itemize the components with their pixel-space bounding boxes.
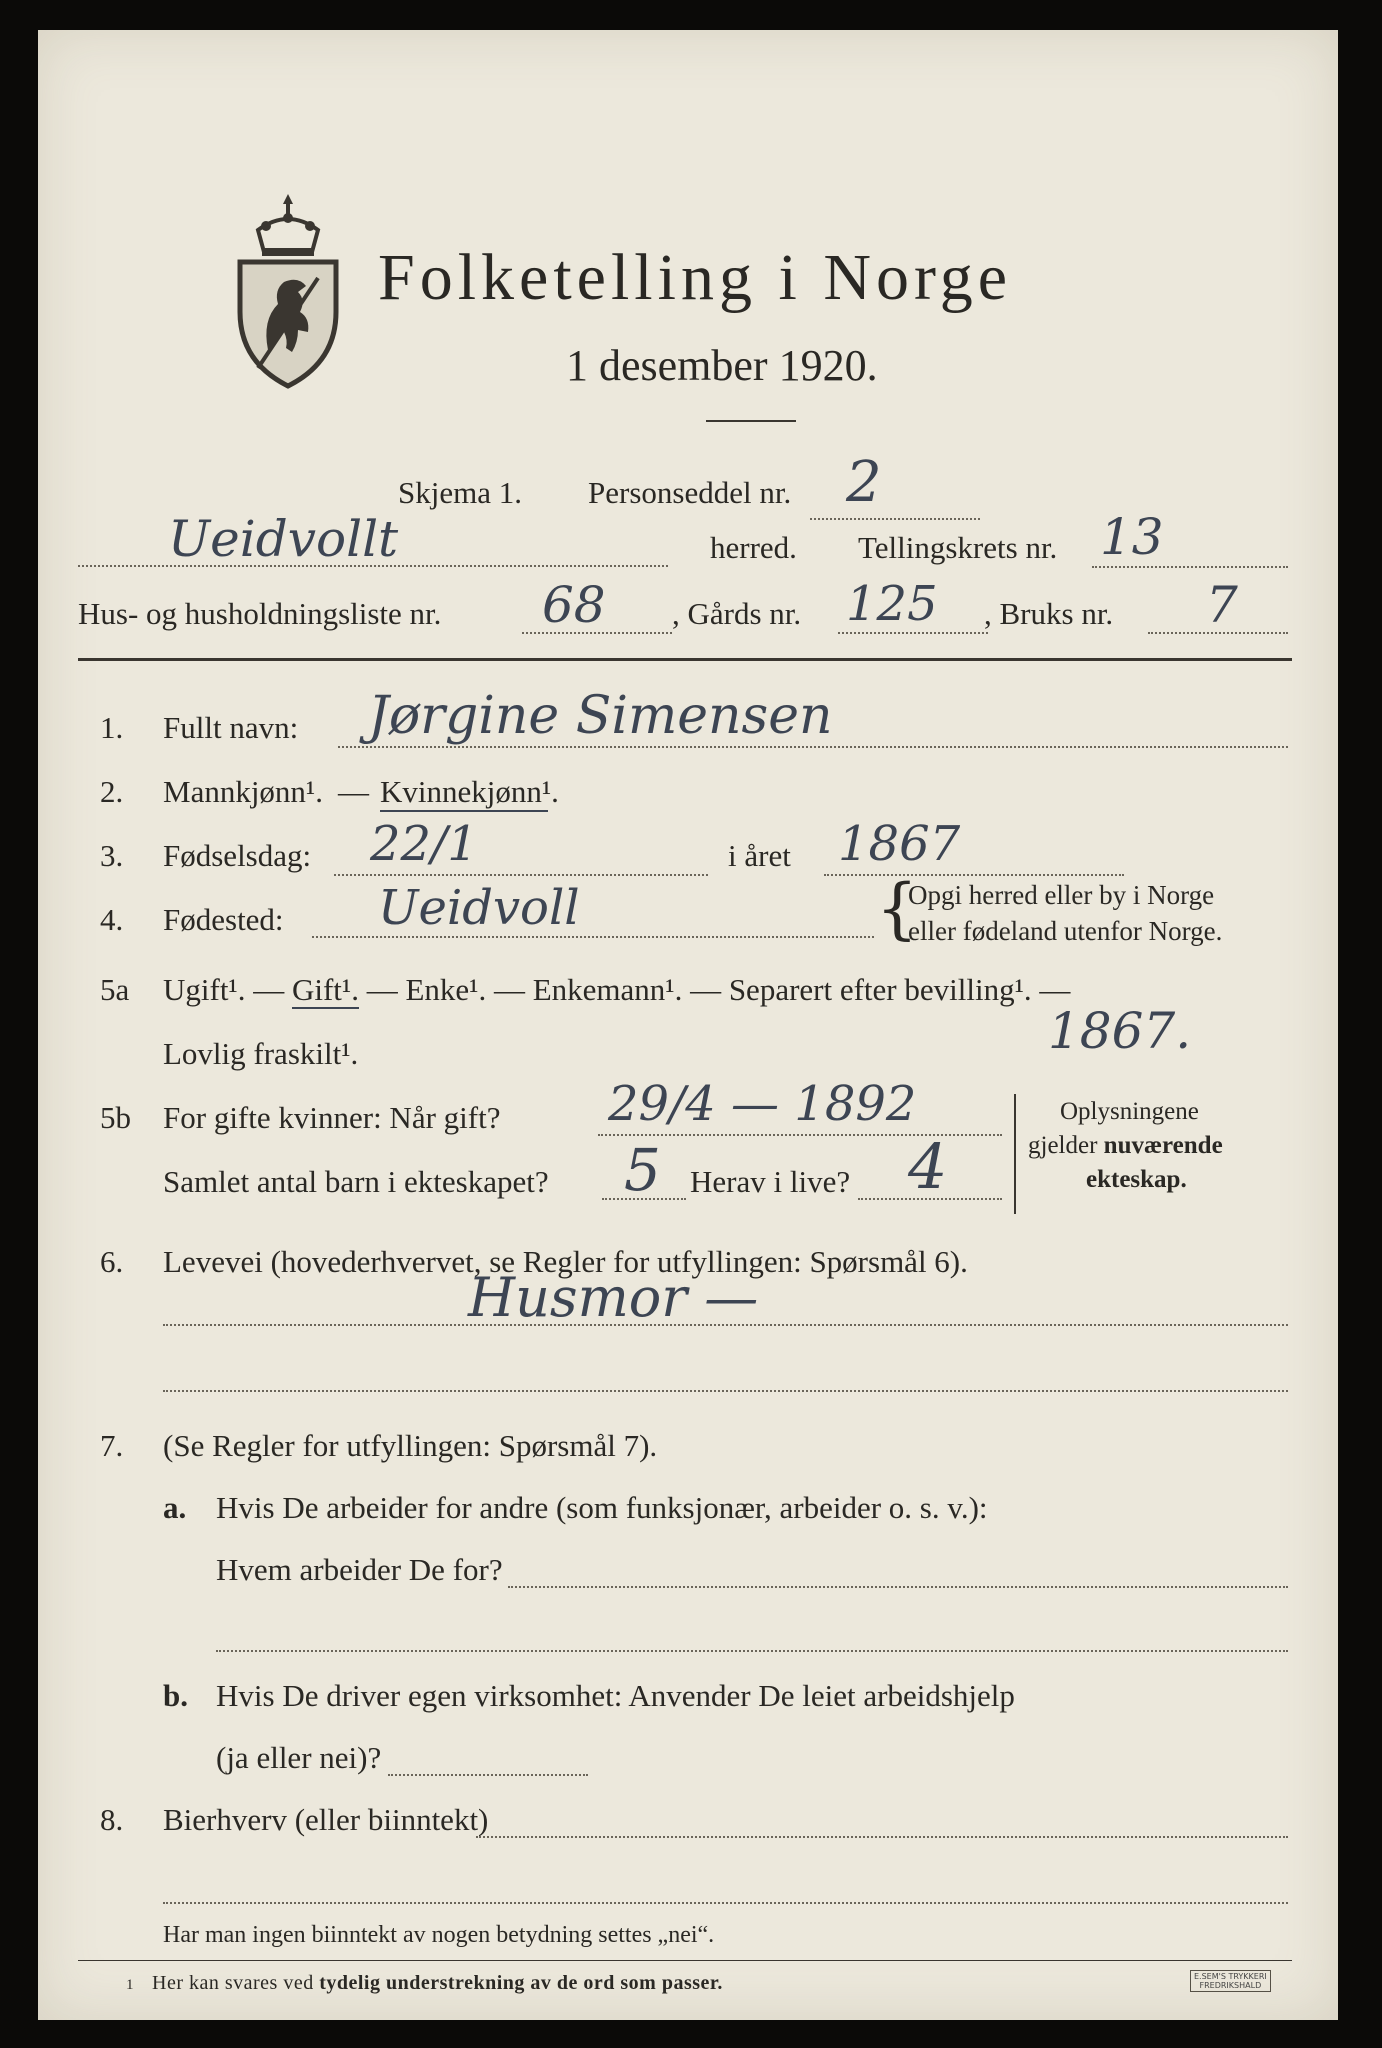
census-form-page [38,30,1338,2020]
q6-label: Levevei (hovederhvervet, se Regler for utfyllingen: Spørsmål 6). [163,1244,968,1279]
form-title: Folketelling i Norge [378,241,1013,314]
personseddel-value[interactable]: 2 [846,450,882,515]
q3-year-value[interactable]: 1867 [838,816,961,872]
q4-line [312,936,874,938]
q5b-note-line3: ekteskap. [1086,1166,1187,1193]
bruks-label: , Bruks nr. [984,596,1114,631]
q7-label: (Se Regler for utfyllingen: Spørsmål 7). [163,1428,658,1463]
q3-day-value[interactable]: 22/1 [370,816,478,872]
q8-answer-line[interactable] [476,1836,1288,1838]
q7-number: 7. [100,1428,124,1463]
q4-value[interactable]: Ueidvoll [378,880,580,936]
q7b-line1: Hvis De driver egen virksomhet: Anvender De leiet arbeidshjelp [216,1678,1015,1713]
tellingskrets-value[interactable]: 13 [1100,508,1164,566]
q7b-letter: b. [163,1678,188,1713]
q2-number: 2. [100,774,124,809]
footnote-rule [78,1960,1292,1961]
q4-label: Fødested: [163,902,284,937]
q2-female: Kvinnekjønn¹. [380,774,559,809]
q3-label: Fødselsdag: [163,838,312,873]
q8-number: 8. [100,1802,124,1837]
printer-stamp-line1: E.SEM'S TRYKKERI [1194,1972,1267,1981]
q8-label: Bierhverv (eller biinntekt) [163,1802,489,1837]
q1-line [338,746,1288,748]
q2-female-underline [380,810,548,812]
q4-note-line1: Opgi herred eller by i Norge [908,880,1215,910]
q5a-number: 5a [100,972,130,1007]
gards-value[interactable]: 125 [846,576,938,632]
q7a-line1: Hvis De arbeider for andre (som funksjonær, arbeider o. s. v.): [216,1490,988,1525]
tellingskrets-line [1092,566,1288,568]
header-rule [78,658,1292,661]
q1-value[interactable]: Jørgine Simensen [368,686,833,746]
q5b-note-line1: Oplysningene [1060,1098,1199,1125]
q4-note-line2: eller fødeland utenfor Norge. [908,916,1223,946]
q7a-answer-line2[interactable] [216,1650,1288,1652]
gards-line [838,632,988,634]
q5a-gift: Gift¹. [291,972,359,1007]
footnote-bold: tydelig understrekning av de ord som passer. [319,1972,723,1994]
q7a-line2: Hvem arbeider De for? [216,1552,503,1587]
title-divider [706,420,796,422]
footnote [126,1972,723,1995]
hus-value[interactable]: 68 [542,576,606,634]
bruks-value[interactable]: 7 [1206,576,1238,634]
q5a-ugift: Ugift¹. — [163,972,292,1007]
q5b-note-gjelder: gjelder [1028,1132,1104,1159]
q5b-value2[interactable]: 5 [624,1136,661,1204]
footnote-text: Her kan svares ved [152,1972,320,1994]
q8-answer-line2[interactable] [163,1902,1288,1904]
q7a-answer-line[interactable] [508,1586,1288,1588]
q4-brace: { [876,870,918,947]
coat-of-arms-icon [228,190,348,390]
q5b-note-bold: nuværende [1103,1132,1223,1159]
q5b-label1: For gifte kvinner: Når gift? [163,1100,501,1135]
personseddel-label: Personseddel nr. [588,475,792,510]
footnote-marker: 1 [126,1977,134,1993]
form-date: 1 desember 1920. [566,341,878,390]
herred-label: herred. [710,530,797,565]
q8-note: Har man ingen biinntekt av nogen betydning settes „nei“. [163,1922,715,1948]
tellingskrets-label: Tellingskrets nr. [858,530,1058,565]
herred-value[interactable]: Ueidvollt [168,510,399,568]
q3-day-line [334,874,708,876]
q5b-label3: Herav i live? [690,1164,851,1199]
printer-stamp-line2: FREDRIKSHALD [1199,1981,1262,1990]
q3-number: 3. [100,838,124,873]
skjema-label: Skjema 1. [398,475,522,510]
q2-separator: — [338,774,369,809]
q6-line2 [163,1390,1288,1392]
q5b-value1[interactable]: 29/4 — 1892 [608,1076,917,1132]
q5a-options [163,972,1070,1008]
q6-value[interactable]: Husmor — [468,1266,759,1329]
personseddel-line [810,518,980,520]
q7b-answer-line[interactable] [388,1774,588,1776]
q7b-line2: (ja eller nei)? [216,1740,382,1775]
q1-label: Fullt navn: [163,710,299,745]
q5b-number: 5b [100,1100,131,1135]
q5b-note-bracket [1014,1094,1016,1214]
q5b-note-line2 [1028,1132,1223,1160]
q1-number: 1. [100,710,124,745]
gards-label: , Gårds nr. [672,596,802,631]
q3-year-line [824,874,1124,876]
q3-year-label: i året [728,838,791,873]
q5a-line2: Lovlig fraskilt¹. [163,1036,359,1071]
q2-male: Mannkjønn¹. [163,774,323,809]
q7a-letter: a. [163,1490,187,1525]
q6-number: 6. [100,1244,124,1279]
q5b-value3[interactable]: 4 [908,1130,948,1203]
q5a-margin-note: 1867. [1048,1002,1192,1060]
q5b-label2: Samlet antal barn i ekteskapet? [163,1164,549,1199]
printer-stamp [1190,1970,1271,1992]
q5a-others: — Enke¹. — Enkemann¹. — Separert efter bevilling¹. — [358,972,1071,1007]
q4-number: 4. [100,902,124,937]
hus-label: Hus- og husholdningsliste nr. [78,596,442,631]
